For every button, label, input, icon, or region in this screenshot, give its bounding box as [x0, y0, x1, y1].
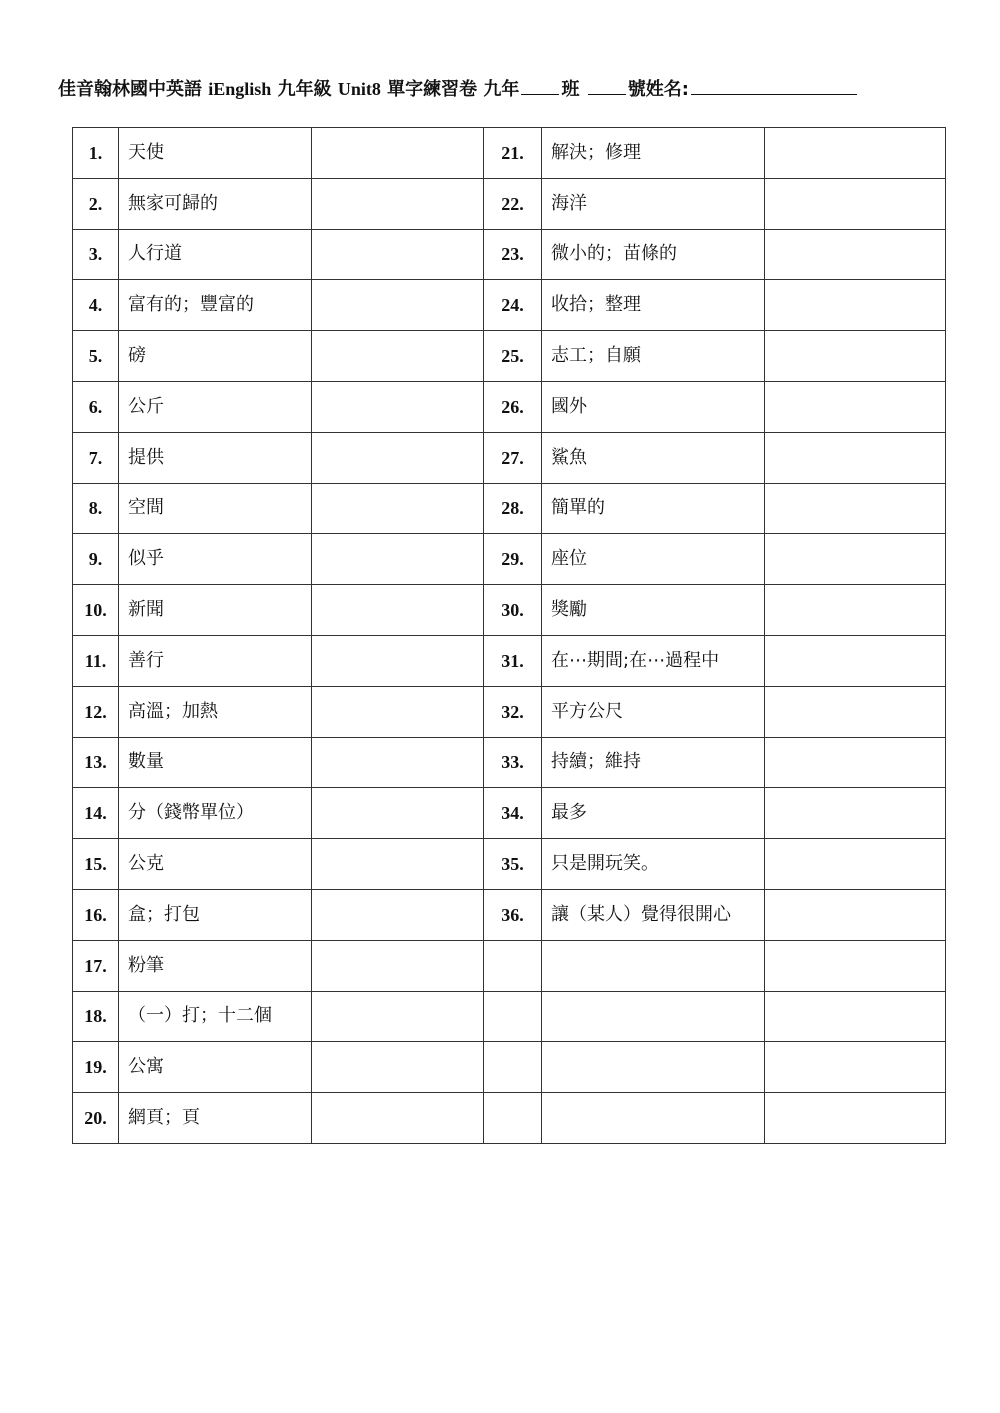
item-number: 26. [484, 381, 542, 432]
vocabulary-table-body [73, 128, 946, 1144]
item-number: 19. [73, 1042, 119, 1093]
table-row [73, 737, 946, 788]
item-number: 16. [73, 889, 119, 940]
item-number: 30. [484, 585, 542, 636]
chinese-word [542, 991, 765, 1042]
item-number: 6. [73, 381, 119, 432]
chinese-word: 國外 [542, 381, 765, 432]
answer-cell[interactable] [765, 178, 946, 229]
table-row [73, 128, 946, 179]
table-row [73, 1042, 946, 1093]
answer-cell[interactable] [312, 686, 484, 737]
answer-cell[interactable] [312, 635, 484, 686]
table-row [73, 940, 946, 991]
answer-cell[interactable] [765, 788, 946, 839]
item-number [484, 940, 542, 991]
answer-cell[interactable] [765, 1042, 946, 1093]
chinese-word: 新聞 [119, 585, 312, 636]
unit-label: Unit8 [337, 79, 381, 99]
answer-cell[interactable] [312, 331, 484, 382]
item-number: 4. [73, 280, 119, 331]
chinese-word: 座位 [542, 534, 765, 585]
title-middle: 九年級 [271, 79, 338, 100]
chinese-word: 提供 [119, 432, 312, 483]
answer-cell[interactable] [765, 128, 946, 179]
chinese-word: 微小的；苗條的 [542, 229, 765, 280]
item-number: 18. [73, 991, 119, 1042]
answer-cell[interactable] [312, 940, 484, 991]
answer-cell[interactable] [312, 991, 484, 1042]
answer-cell[interactable] [312, 534, 484, 585]
item-number: 24. [484, 280, 542, 331]
chinese-word: 高溫；加熱 [119, 686, 312, 737]
item-number: 17. [73, 940, 119, 991]
answer-cell[interactable] [765, 839, 946, 890]
answer-cell[interactable] [312, 1042, 484, 1093]
answer-cell[interactable] [765, 686, 946, 737]
item-number: 8. [73, 483, 119, 534]
chinese-word: 解決；修理 [542, 128, 765, 179]
chinese-word: 收拾；整理 [542, 280, 765, 331]
table-row [73, 229, 946, 280]
chinese-word: 善行 [119, 635, 312, 686]
item-number: 32. [484, 686, 542, 737]
chinese-word: 平方公尺 [542, 686, 765, 737]
answer-cell[interactable] [312, 178, 484, 229]
item-number: 34. [484, 788, 542, 839]
chinese-word: 分（錢幣單位） [119, 788, 312, 839]
chinese-word: 數量 [119, 737, 312, 788]
answer-cell[interactable] [765, 534, 946, 585]
answer-cell[interactable] [765, 229, 946, 280]
item-number: 21. [484, 128, 542, 179]
table-row [73, 991, 946, 1042]
table-row [73, 483, 946, 534]
table-row [73, 534, 946, 585]
item-number: 11. [73, 635, 119, 686]
item-number: 31. [484, 635, 542, 686]
item-number: 9. [73, 534, 119, 585]
answer-cell[interactable] [765, 483, 946, 534]
item-number: 15. [73, 839, 119, 890]
item-number: 23. [484, 229, 542, 280]
answer-cell[interactable] [312, 381, 484, 432]
seat-blank[interactable] [588, 76, 626, 95]
chinese-word: 人行道 [119, 229, 312, 280]
item-number: 20. [73, 1093, 119, 1144]
item-number: 33. [484, 737, 542, 788]
title-prefix: 佳音翰林國中英語 [58, 79, 209, 100]
chinese-word: 在⋯期間;在⋯過程中 [542, 635, 765, 686]
chinese-word: 海洋 [542, 178, 765, 229]
chinese-word: 粉筆 [119, 940, 312, 991]
table-row [73, 585, 946, 636]
chinese-word: 公克 [119, 839, 312, 890]
chinese-word: 公寓 [119, 1042, 312, 1093]
chinese-word: 獎勵 [542, 585, 765, 636]
brand-name: iEnglish [208, 79, 272, 99]
answer-cell[interactable] [765, 585, 946, 636]
chinese-word: 空間 [119, 483, 312, 534]
chinese-word: 富有的；豐富的 [119, 280, 312, 331]
item-number [484, 991, 542, 1042]
answer-cell[interactable] [312, 280, 484, 331]
answer-cell[interactable] [765, 635, 946, 686]
item-number: 25. [484, 331, 542, 382]
table-row [73, 839, 946, 890]
answer-cell[interactable] [765, 381, 946, 432]
answer-cell[interactable] [312, 839, 484, 890]
item-number: 2. [73, 178, 119, 229]
chinese-word: 讓（某人）覺得很開心 [542, 889, 765, 940]
item-number: 7. [73, 432, 119, 483]
answer-cell[interactable] [765, 940, 946, 991]
table-row [73, 635, 946, 686]
table-row [73, 331, 946, 382]
item-number: 36. [484, 889, 542, 940]
table-row [73, 178, 946, 229]
chinese-word: 最多 [542, 788, 765, 839]
item-number: 27. [484, 432, 542, 483]
answer-cell[interactable] [312, 229, 484, 280]
chinese-word: 無家可歸的 [119, 178, 312, 229]
item-number: 29. [484, 534, 542, 585]
chinese-word: 簡單的 [542, 483, 765, 534]
item-number: 1. [73, 128, 119, 179]
answer-cell[interactable] [765, 991, 946, 1042]
answer-cell[interactable] [312, 889, 484, 940]
item-number [484, 1042, 542, 1093]
answer-cell[interactable] [765, 737, 946, 788]
item-number: 28. [484, 483, 542, 534]
table-row [73, 788, 946, 839]
chinese-word: 網頁；頁 [119, 1093, 312, 1144]
chinese-word [542, 1093, 765, 1144]
class-label: 班 [561, 79, 580, 100]
chinese-word [542, 940, 765, 991]
title-suffix: 單字練習卷 九年 [380, 79, 520, 100]
chinese-word: （一）打；十二個 [119, 991, 312, 1042]
chinese-word: 公斤 [119, 381, 312, 432]
table-row [73, 686, 946, 737]
table-row [73, 381, 946, 432]
answer-cell[interactable] [765, 889, 946, 940]
answer-cell[interactable] [312, 788, 484, 839]
chinese-word: 志工；自願 [542, 331, 765, 382]
item-number: 22. [484, 178, 542, 229]
class-blank[interactable] [521, 76, 559, 95]
answer-cell[interactable] [765, 280, 946, 331]
item-number: 14. [73, 788, 119, 839]
answer-cell[interactable] [312, 1093, 484, 1144]
item-number: 35. [484, 839, 542, 890]
chinese-word: 似乎 [119, 534, 312, 585]
item-number [484, 1093, 542, 1144]
answer-cell[interactable] [765, 432, 946, 483]
table-row [73, 280, 946, 331]
table-row [73, 889, 946, 940]
answer-cell[interactable] [312, 128, 484, 179]
item-number: 3. [73, 229, 119, 280]
chinese-word [542, 1042, 765, 1093]
page-title [58, 74, 958, 104]
chinese-word: 只是開玩笑。 [542, 839, 765, 890]
table-row [73, 1093, 946, 1144]
answer-cell[interactable] [312, 483, 484, 534]
answer-cell[interactable] [312, 432, 484, 483]
seat-name-label: 號姓名: [627, 79, 689, 100]
item-number: 12. [73, 686, 119, 737]
item-number: 13. [73, 737, 119, 788]
chinese-word: 天使 [119, 128, 312, 179]
answer-cell[interactable] [765, 331, 946, 382]
chinese-word: 盒；打包 [119, 889, 312, 940]
item-number: 10. [73, 585, 119, 636]
answer-cell[interactable] [765, 1093, 946, 1144]
chinese-word: 磅 [119, 331, 312, 382]
vocabulary-table [72, 127, 946, 1144]
name-blank[interactable] [691, 76, 857, 95]
answer-cell[interactable] [312, 737, 484, 788]
chinese-word: 持續；維持 [542, 737, 765, 788]
table-row [73, 432, 946, 483]
answer-cell[interactable] [312, 585, 484, 636]
item-number: 5. [73, 331, 119, 382]
chinese-word: 鯊魚 [542, 432, 765, 483]
